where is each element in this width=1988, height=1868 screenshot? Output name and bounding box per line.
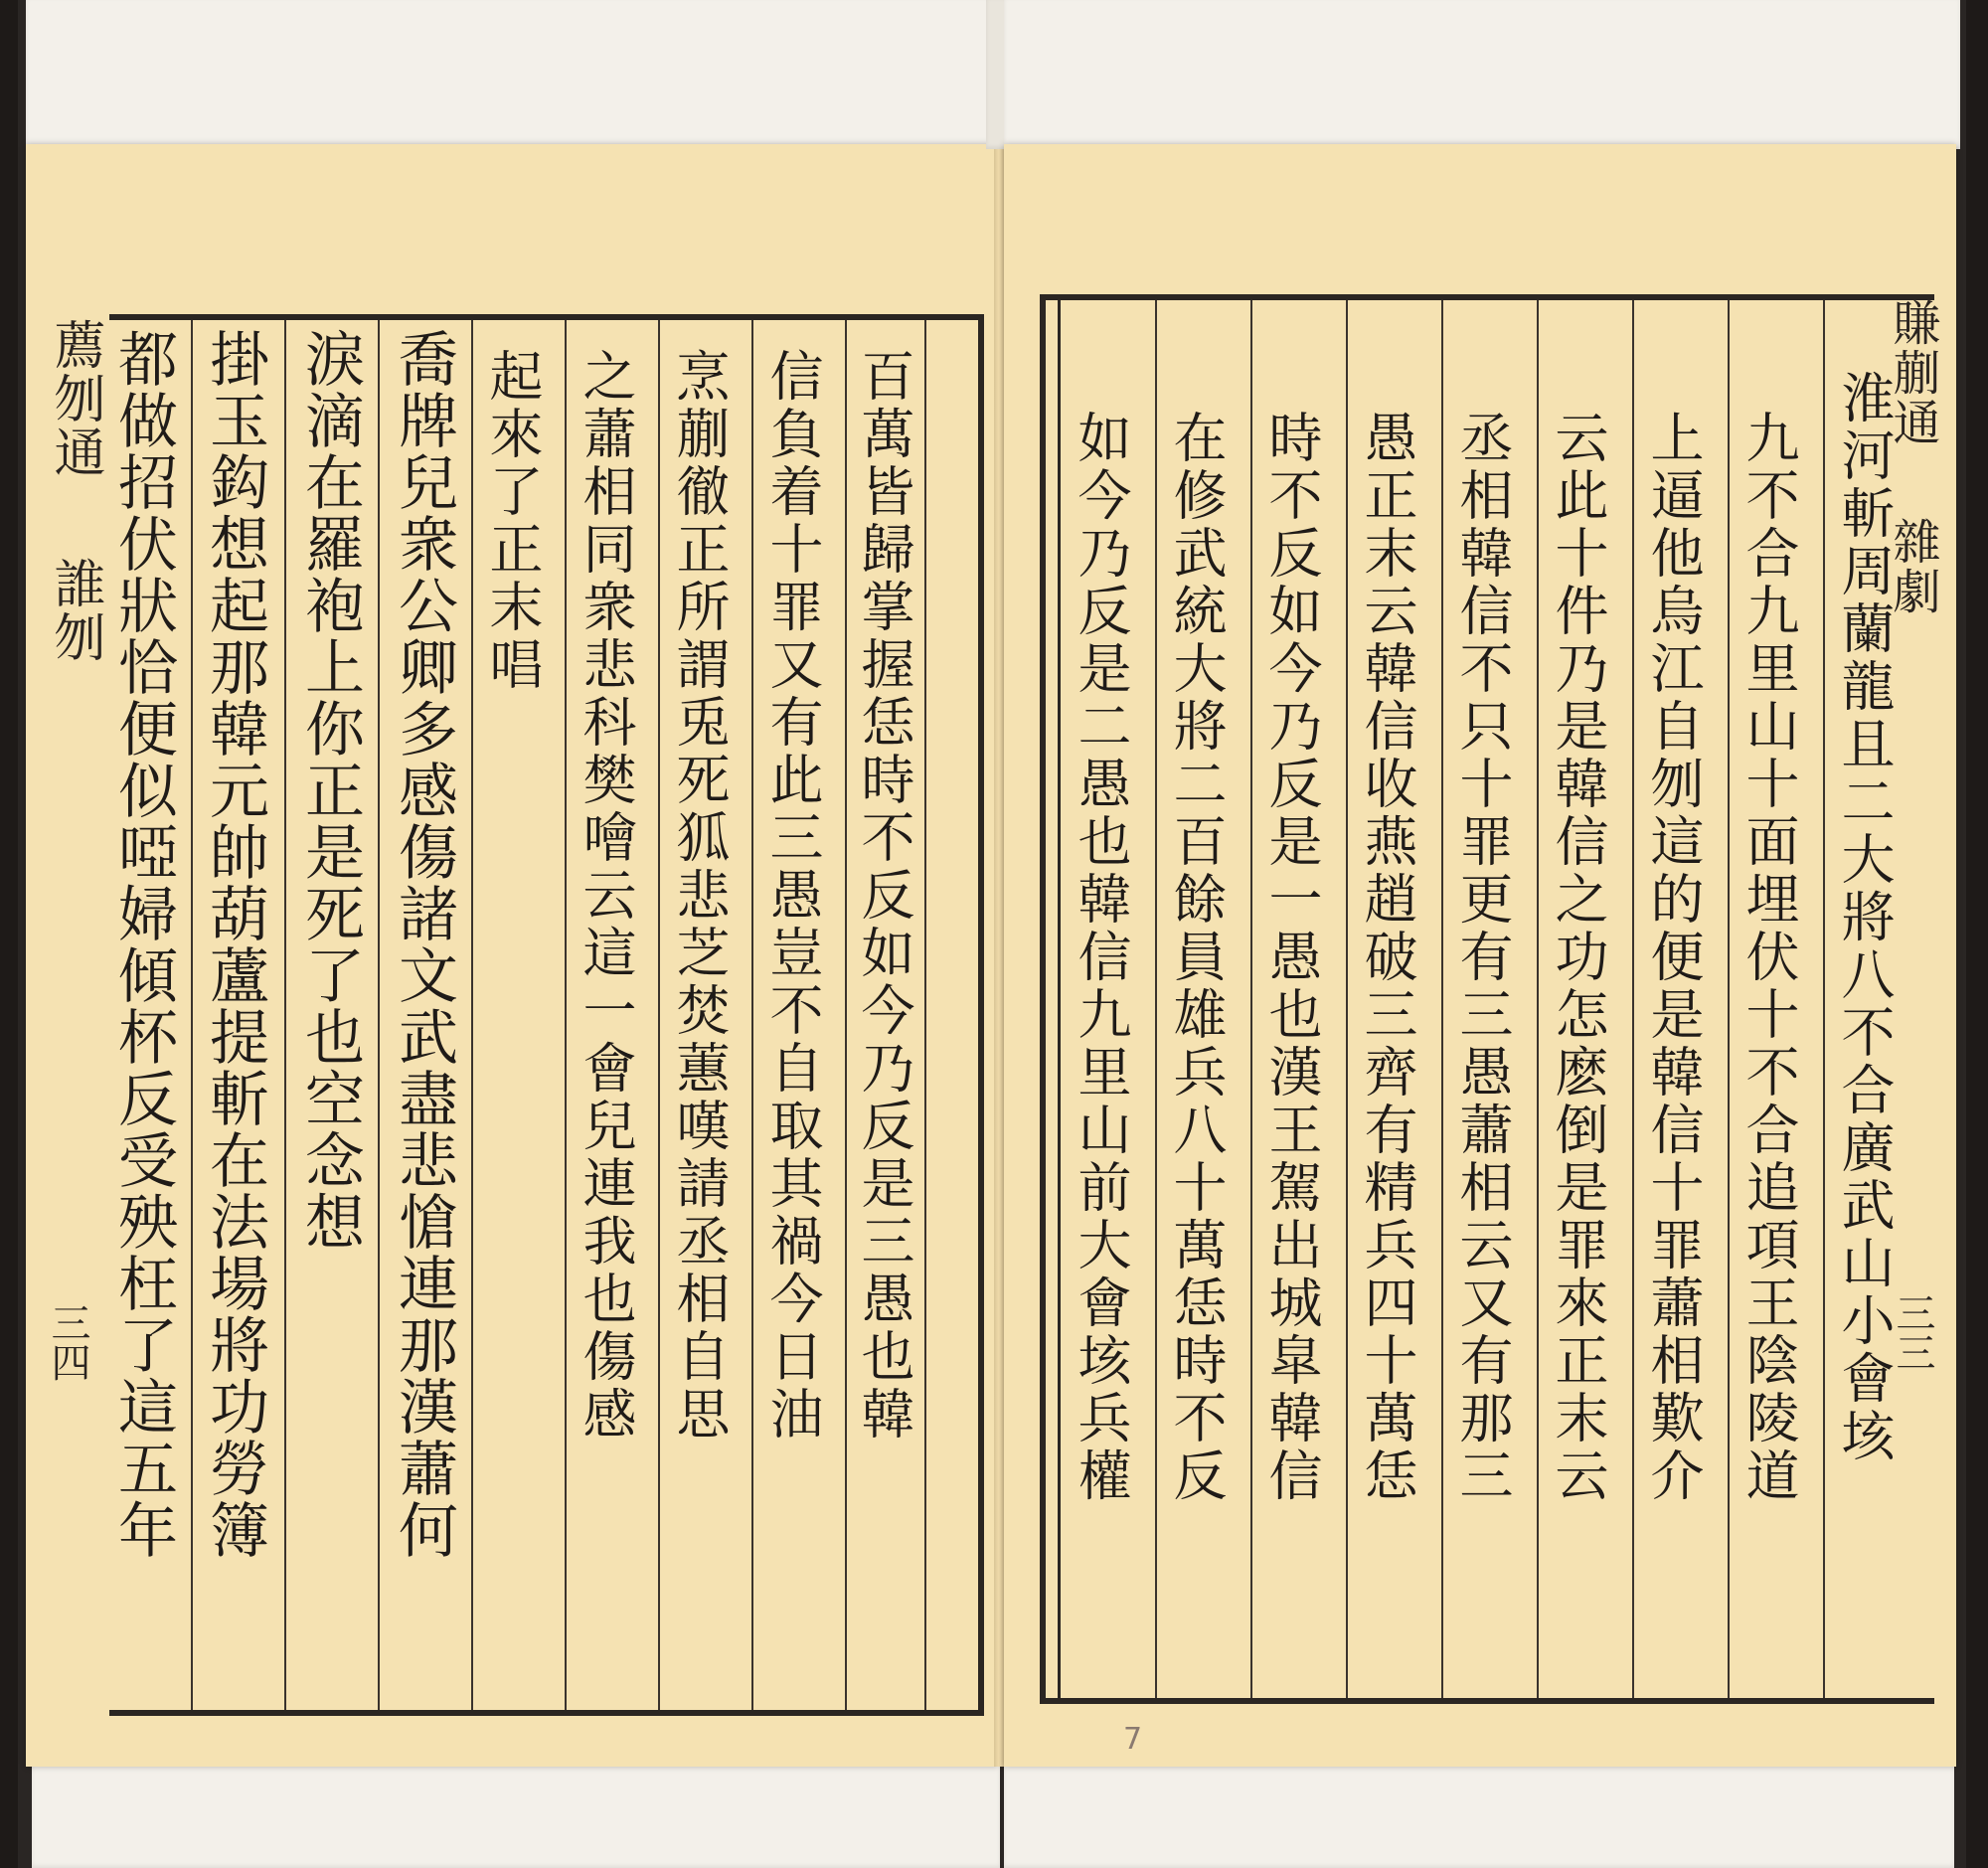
column-rule bbox=[845, 320, 847, 1710]
column-rule bbox=[1346, 300, 1348, 1698]
folio-number: 三四 bbox=[45, 1302, 90, 1382]
inner-border bbox=[1058, 300, 1061, 1698]
text-column: 丞相韓信不只十罪更有三愚蕭相云又有那三 bbox=[1451, 410, 1514, 1505]
margin-title: 薦刎通 bbox=[45, 318, 104, 479]
right-page bbox=[1004, 0, 1966, 1868]
column-rule bbox=[1537, 300, 1539, 1698]
text-column: 淚滴在羅袍上你正是死了也空念想 bbox=[295, 328, 365, 1253]
text-column: 九不合九里山十面埋伏十不合追項王陰陵道 bbox=[1738, 410, 1800, 1505]
column-rule bbox=[1632, 300, 1634, 1698]
text-column: 如今乃反是二愚也韓信九里山前大會垓兵權 bbox=[1070, 410, 1132, 1505]
top-page-edge bbox=[26, 0, 1000, 149]
column-rule bbox=[565, 320, 567, 1710]
column-rule bbox=[1728, 300, 1730, 1698]
text-column: 信負着十罪又有此三愚豈不自取其禍今日油 bbox=[761, 348, 824, 1443]
text-column: 百萬皆歸掌握恁時不反如今乃反是三愚也韓 bbox=[853, 348, 915, 1443]
column-rule bbox=[924, 320, 926, 1710]
right-edge bbox=[1966, 0, 1988, 1868]
text-column: 都做招伏狀恰便似啞婦傾杯反受殃枉了這五年 bbox=[108, 328, 178, 1561]
text-column: 時不反如今乃反是一愚也漢王駕出城皐韓信 bbox=[1260, 410, 1323, 1505]
top-page-edge bbox=[1004, 0, 1960, 149]
pencil-mark: 7 bbox=[1123, 1722, 1143, 1757]
column-rule bbox=[1823, 300, 1825, 1698]
column-rule bbox=[1250, 300, 1252, 1698]
right-frame bbox=[1040, 294, 1934, 1704]
folio-number: 三三 bbox=[1890, 1292, 1935, 1372]
text-column: 淮河斬周蘭龍且二大將八不合廣武山小會垓 bbox=[1833, 370, 1896, 1465]
column-rule bbox=[284, 320, 286, 1710]
column-rule bbox=[1441, 300, 1443, 1698]
margin-subtitle: 雜劇 bbox=[1885, 517, 1940, 616]
margin-subtitle: 誰刎 bbox=[45, 557, 104, 664]
column-rule bbox=[471, 320, 473, 1710]
text-column: 之蕭相同衆悲科樊噲云這一會兒連我也傷感 bbox=[575, 348, 637, 1443]
column-rule bbox=[658, 320, 660, 1710]
column-rule bbox=[1155, 300, 1157, 1698]
column-rule bbox=[191, 320, 193, 1710]
text-column: 掛玉鈎想起那韓元帥葫蘆提斬在法場將功勞簿 bbox=[200, 328, 269, 1561]
text-column: 云此十件乃是韓信之功怎麽倒是罪來正末云 bbox=[1547, 410, 1609, 1505]
left-edge bbox=[0, 0, 18, 1868]
text-column: 在修武統大將二百餘員雄兵八十萬恁時不反 bbox=[1165, 410, 1228, 1505]
text-column: 起來了正末唱 bbox=[481, 348, 544, 694]
column-rule bbox=[378, 320, 380, 1710]
column-rule bbox=[751, 320, 753, 1710]
margin-title: 賺蒯通 bbox=[1885, 298, 1940, 447]
text-column: 烹蒯徹正所謂兎死狐悲芝焚蕙嘆請丞相自思 bbox=[668, 348, 731, 1443]
text-column: 喬牌兒衆公卿多感傷諸文武盡悲愴連那漢蕭何 bbox=[389, 328, 458, 1561]
text-column: 上逼他烏江自刎這的便是韓信十罪蕭相歎介 bbox=[1642, 410, 1705, 1505]
left-page bbox=[18, 0, 996, 1868]
left-frame bbox=[109, 314, 984, 1716]
text-column: 愚正末云韓信收燕趙破三齊有精兵四十萬恁 bbox=[1356, 410, 1418, 1505]
bottom-page-edge bbox=[32, 1760, 1000, 1868]
